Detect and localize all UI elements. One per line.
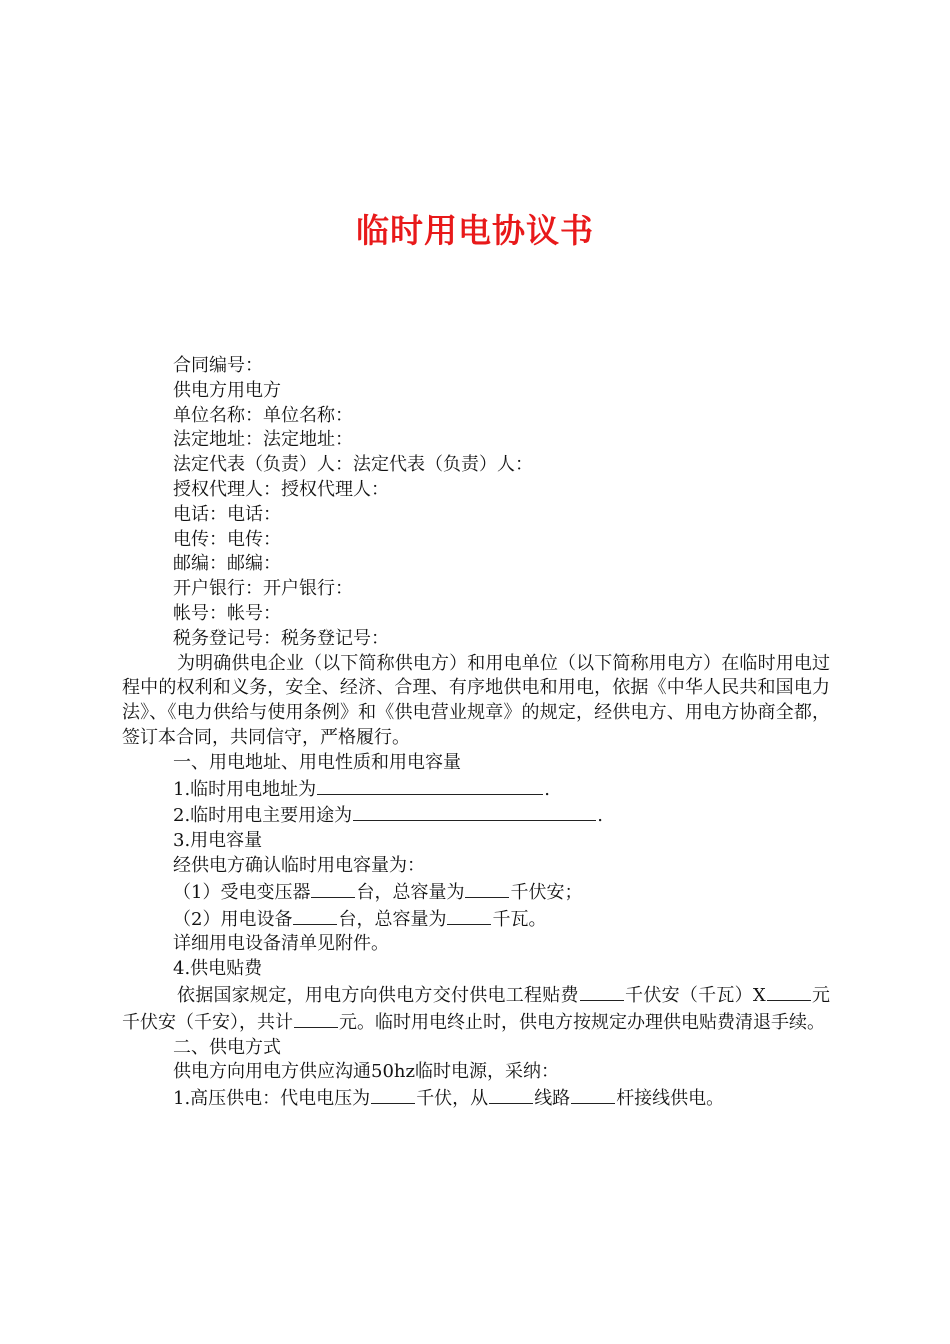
transformer-unit: 千伏安； [510, 881, 583, 903]
equipment-mid: 台，总容量为 [338, 908, 447, 930]
section1-heading: 一、用电地址、用电性质和用电容量 [173, 751, 461, 773]
field-legal-address: 法定地址：法定地址： [173, 429, 353, 451]
hv-pole-blank [571, 1085, 615, 1104]
equipment-capacity-blank [447, 906, 491, 925]
equipment-line [122, 906, 830, 933]
section1-item2 [122, 802, 830, 829]
capacity-confirm: 经供电方确认临时用电容量为： [173, 854, 425, 876]
field-parties: 供电方用电方 [173, 379, 281, 401]
field-authorized-agent: 授权代理人：授权代理人： [173, 478, 389, 500]
fee-text-b: 千伏安（千瓦）X [624, 984, 766, 1006]
fee-text-c: 元千伏安（千安），共计 [122, 984, 830, 1033]
field-legal-representative: 法定代表（负责）人：法定代表（负责）人： [173, 454, 533, 476]
high-voltage-line [122, 1085, 830, 1112]
section2-heading: 二、供电方式 [173, 1036, 281, 1058]
intro-paragraph: 为明确供电企业（以下简称供电方）和用电单位（以下简称用电方）在临时用电过程中的权利和义务，安全、经济、合理、有序地供电和用电，依据《中华人民共和国电力法》、《电力供给与使用条例》和《供电营业规章》的规定，经供电方、用电方协商全都，签订本合同，共同信守，严格履行。 [122, 652, 830, 748]
equipment-unit: 千瓦。 [492, 908, 547, 930]
section1-item4: 4.供电贴费 [173, 958, 263, 980]
fee-kva-blank [580, 982, 624, 1001]
address-blank [317, 776, 543, 795]
hv-text-c: 线路 [534, 1088, 571, 1110]
fee-text-d: 元。临时用电终止时，供电方按规定办理供电贴费清退手续。 [339, 1011, 825, 1033]
field-contract-number: 合同编号： [173, 355, 263, 376]
field-fax: 电传：电传： [173, 528, 281, 550]
field-postcode: 邮编：邮编： [173, 553, 281, 575]
hv-voltage-blank [371, 1085, 415, 1104]
hv-text-d: 杆接线供电。 [616, 1088, 725, 1110]
hv-text-a: 1.高压供电：代电电压为 [173, 1088, 371, 1110]
item1-suffix: . [544, 778, 550, 800]
item2-label: 2.临时用电主要用途为 [173, 805, 353, 827]
hv-line-blank [489, 1085, 533, 1104]
section1-item1 [122, 776, 830, 803]
field-account: 帐号：帐号： [173, 602, 281, 624]
hv-text-b: 千伏，从 [416, 1088, 489, 1110]
equipment-count-blank [293, 906, 337, 925]
transformer-capacity-blank [465, 879, 509, 898]
item1-label: 1.临时用电地址为 [173, 778, 317, 800]
document-body [122, 354, 830, 1112]
field-bank: 开户银行：开户银行： [173, 578, 353, 600]
fee-text-a: 依据国家规定，用电方向供电方交付供电工程贴费 [177, 984, 579, 1006]
equipment-label: （2）用电设备 [173, 908, 293, 930]
transformer-mid: 台，总容量为 [356, 881, 465, 903]
item2-suffix: . [597, 805, 603, 827]
fee-paragraph [122, 982, 830, 1036]
fee-rate-blank [767, 982, 811, 1001]
supply-text: 供电方向用电方供应沟通50hz临时电源，采纳： [173, 1061, 559, 1083]
transformer-count-blank [311, 879, 355, 898]
field-unit-name: 单位名称：单位名称： [173, 404, 353, 426]
document-title: 临时用电协议书 [356, 211, 594, 250]
transformer-line [122, 879, 830, 906]
section1-item3: 3.用电容量 [173, 830, 263, 852]
fee-total-blank [294, 1009, 338, 1028]
usage-blank [353, 802, 596, 821]
equipment-list-note: 详细用电设备清单见附件。 [173, 933, 389, 955]
field-phone: 电话：电话： [173, 503, 281, 525]
field-tax-number: 税务登记号：税务登记号： [173, 627, 389, 649]
transformer-label: （1）受电变压器 [173, 881, 311, 903]
